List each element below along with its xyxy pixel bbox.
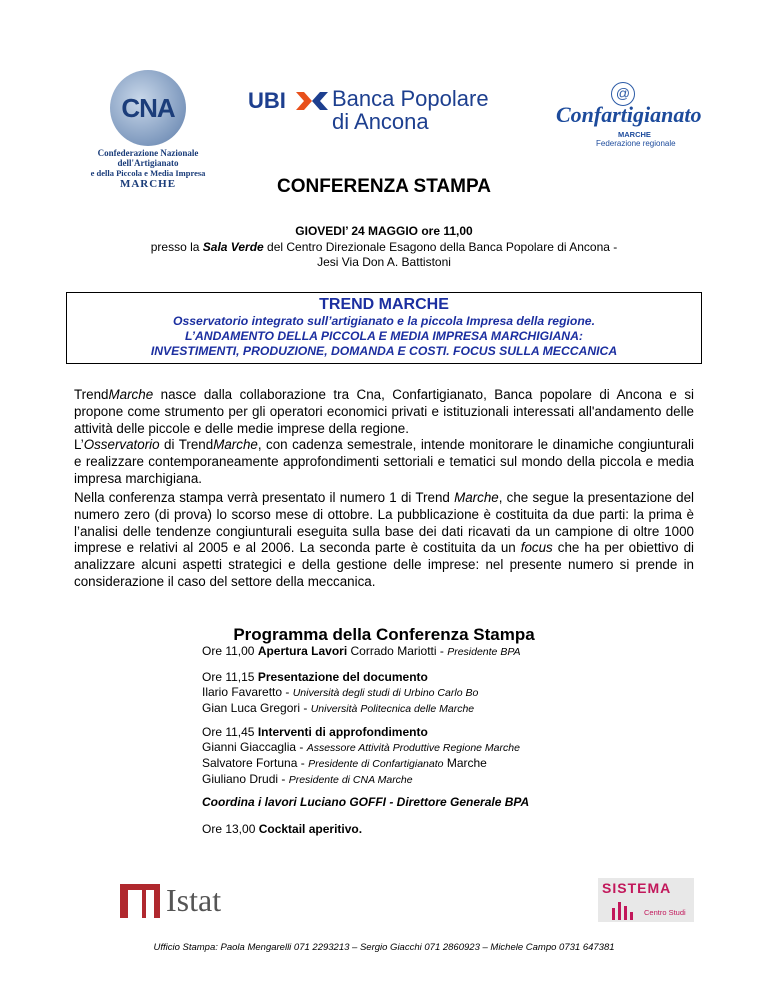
place-pre: presso la xyxy=(150,240,203,254)
istat-logo xyxy=(120,880,242,920)
i2-n1: Ilario Favaretto - xyxy=(202,685,293,699)
i3-time: Ore 11,45 xyxy=(202,725,258,739)
i5-time: Ore 13,00 xyxy=(202,822,259,836)
confartigianato-name: Confartigianato xyxy=(556,102,702,127)
ubi-logo xyxy=(248,88,488,138)
place-post: del Centro Direzionale Esagono della Banca Popolare di Ancona - Jesi Via Don A. Battistoni xyxy=(263,240,618,269)
cna-mark: CNA xyxy=(121,92,175,123)
sistema-name: SISTEMA xyxy=(602,880,672,896)
confartigianato-sub1: MARCHE xyxy=(618,130,651,139)
ubi-arrows-icon xyxy=(296,90,328,112)
i1-role: Presidente BPA xyxy=(447,646,521,658)
place-room: Sala Verde xyxy=(202,240,264,254)
cna-line2: e della Piccola e Media Impresa xyxy=(90,168,206,178)
trend-marche-box xyxy=(66,292,702,364)
p1d: L’ xyxy=(74,437,84,453)
box-line3: INVESTIMENTI, PRODUZIONE, DOMANDA E COSTI. FOCUS SULLA MECCANICA xyxy=(150,344,618,358)
box-line2: L’ANDAMENTO DELLA PICCOLA E MEDIA IMPRESA MARCHIGIANA: xyxy=(185,329,583,343)
i2-r1: Università degli studi di Urbino Carlo Bo xyxy=(292,687,479,699)
i3-r2: Presidente di Confartigianato xyxy=(308,758,444,770)
i3-n1: Gianni Giaccaglia - xyxy=(202,740,307,754)
istat-name: Istat xyxy=(166,882,222,918)
box-title: TREND MARCHE xyxy=(319,296,449,313)
ubi-prefix: UBI xyxy=(248,88,286,113)
p1b: Marche xyxy=(108,387,154,402)
i3-r2b: Marche xyxy=(443,756,487,770)
istat-mark-part xyxy=(128,890,142,918)
cna-line1: Confederazione Nazionale dell'Artigianato xyxy=(97,148,199,168)
confartigianato-logo xyxy=(556,82,706,152)
i1-name: Corrado Mariotti - xyxy=(347,644,448,658)
i3-r1: Assessore Attività Produttive Regione Marche xyxy=(306,742,520,754)
event-date: GIOVEDI’ 24 MAGGIO ore 11,00 xyxy=(295,224,473,238)
i2-r2: Università Politecnica delle Marche xyxy=(310,703,475,715)
p2b: Marche xyxy=(454,490,499,505)
i2-time: Ore 11,15 xyxy=(202,670,258,684)
i3-bold: Interventi di approfondimento xyxy=(257,725,428,739)
cna-logo xyxy=(68,70,228,190)
i1-bold: Apertura Lavori xyxy=(257,644,348,658)
at-sign-icon: @ xyxy=(611,82,635,106)
conference-paragraph xyxy=(74,490,694,591)
bar-chart-icon xyxy=(612,898,640,920)
intro-paragraph xyxy=(74,387,694,488)
i3-r3: Presidente di CNA Marche xyxy=(288,774,413,786)
p1h: , con cadenza semestrale, intende monitorare le dinamiche congiunturali e realizzare contemporaneamente approfondimenti settoriali e tematici sul mondo della piccola e media impresa marchigiana. xyxy=(74,437,695,486)
cna-line3: MARCHE xyxy=(119,178,177,190)
program-title: Programma della Conferenza Stampa xyxy=(233,625,535,644)
ubi-name-line1: Banca Popolare xyxy=(332,86,489,111)
box-line1: Osservatorio integrato sull’artigianato e la piccola Impresa della regione. xyxy=(173,314,595,328)
i5-bold: Cocktail aperitivo. xyxy=(258,822,363,836)
program-item-interventions xyxy=(202,725,622,788)
i1-time: Ore 11,00 xyxy=(202,644,258,658)
press-office-footer: Ufficio Stampa: Paola Mengarelli 071 2293213 – Sergio Giacchi 071 2860923 – Michele Campo 0731 647381 xyxy=(153,942,615,953)
program-item-presentation xyxy=(202,670,622,717)
ubi-name-line2: di Ancona xyxy=(332,109,429,134)
program-item-opening xyxy=(202,644,622,660)
p1f: di Trend xyxy=(159,437,214,453)
program-coordinator: Coordina i lavori Luciano GOFFI - Direttore Generale BPA xyxy=(202,795,530,809)
event-place xyxy=(140,240,628,270)
sistema-sub: Centro Studi xyxy=(644,908,686,917)
program-item-cocktail xyxy=(202,822,622,837)
p1a: Trend xyxy=(74,387,109,402)
sistema-logo xyxy=(598,878,694,922)
istat-mark-part2 xyxy=(146,890,154,918)
i3-n2: Salvatore Fortuna - xyxy=(202,756,309,770)
p2c: , che segue la presentazione del numero zero (di prova) lo scorso mese di ottobre. La pubblicazione è costituita da due parti: la prima è l’analisi delle tendenze congiunturali eseguita sulla base dei dati ricavati da un campione di oltre 1000 imprese e relativi al 2005 e al 2006. La seconda parte è costituita da un xyxy=(74,490,694,556)
p1e: Osservatorio xyxy=(83,437,160,453)
i2-n2: Gian Luca Gregori - xyxy=(202,701,311,715)
cna-globe-icon xyxy=(110,70,186,146)
confartigianato-sub2: Federazione regionale xyxy=(596,139,676,148)
i3-n3: Giuliano Drudi - xyxy=(202,772,289,786)
p2a: Nella conferenza stampa verrà presentato il numero 1 di Trend xyxy=(74,490,455,505)
p1c: nasce dalla collaborazione tra Cna, Confartigianato, Banca popolare di Ancona e si propone come strumento per gli operatori economici privati e istituzionali interessati all'andamento delle attività delle piccole e delle medie imprese della regione. xyxy=(74,387,694,436)
p1g: Marche xyxy=(213,437,258,453)
p2e: che ha per obiettivo di analizzare alcuni aspetti strategici e della gestione delle imprese: nel presente numero si prende in considerazione il caso del settore della meccanica. xyxy=(74,540,694,589)
page-title: CONFERENZA STAMPA xyxy=(277,176,491,197)
i2-bold: Presentazione del documento xyxy=(257,670,428,684)
p2d: focus xyxy=(520,540,553,556)
